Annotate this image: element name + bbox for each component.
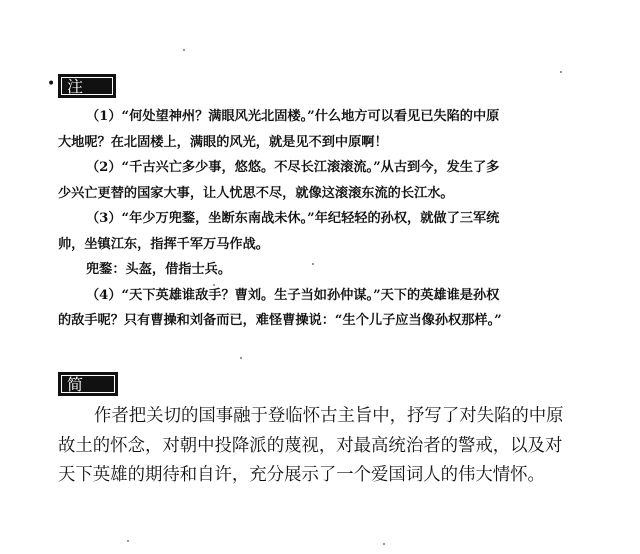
note-1-line-2: 大地呢？在北固楼上，满眼的风光，就是见不到中原啊！ [58, 134, 388, 150]
analysis-line-3: 天下英雄的期待和自许，充分展示了一个爱国词人的伟大情怀。 [58, 465, 545, 485]
analysis-line-1: 作者把关切的国事融于登临怀古主旨中，抒写了对失陷的中原 [94, 406, 564, 426]
scan-speck [560, 71, 562, 73]
scan-speck [127, 540, 129, 542]
note-2-line-1: （2）“千古兴亡多少事，悠悠。不尽长江滚滚流。”从古到今，发生了多 [86, 160, 500, 175]
note-4-line-1: （4）“天下英雄谁敌手？曹刘。生子当如孙仲谋。”天下的英雄谁是孙权 [86, 287, 500, 303]
scan-speck [383, 543, 385, 545]
scan-speck [240, 357, 242, 359]
note-4-line-2: 的敌手呢？只有曹操和刘备而已，难怪曹操说：“生个儿子应当像孙权那样。” [58, 313, 502, 328]
bullet-mark: • [47, 76, 56, 92]
scan-speck [312, 263, 314, 265]
scan-speck [213, 284, 215, 286]
scan-speck [183, 49, 185, 51]
notes-body [58, 104, 592, 334]
note-1-line-1: （1）“何处望神州？满眼风光北固楼。”什么地方可以看见已失陷的中原 [86, 109, 500, 124]
analysis-body [58, 402, 592, 491]
note-3-line-2: 帅，坐镇江东，指挥千军万马作战。 [58, 236, 269, 252]
analysis-section-label: 简析 [58, 372, 118, 396]
note-3-gloss: 兜鍪：头盔，借指士兵。 [86, 262, 232, 277]
note-2-line-2: 少兴亡更替的国家大事，让人忧思不尽，就像这滚滚东流的长江水。 [58, 185, 454, 201]
note-3-line-1: （3）“年少万兜鍪，坐断东南战未休。”年纪轻轻的孙权，就做了三军统 [86, 211, 500, 226]
analysis-line-2: 故土的怀念，对朝中投降派的蔑视，对最高统治者的警戒，以及对 [58, 435, 563, 456]
notes-section-label: 注释 [58, 74, 116, 98]
